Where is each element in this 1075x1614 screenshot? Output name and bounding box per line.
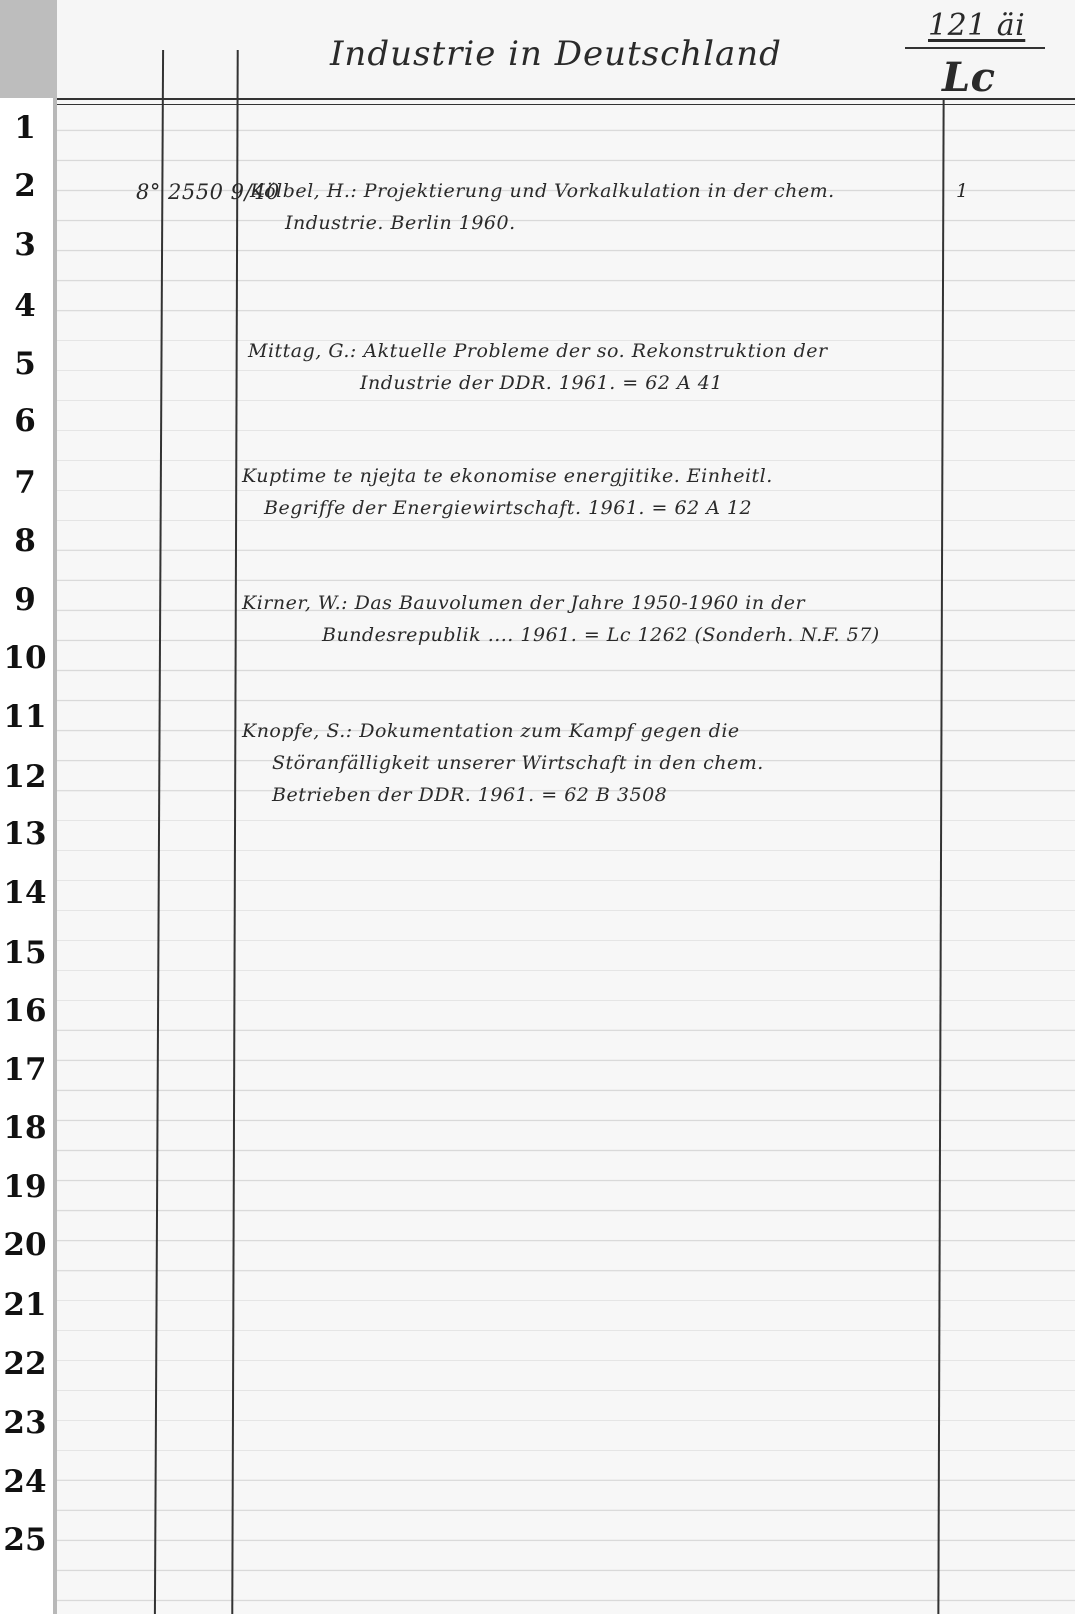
- call-number-top: 121 äi: [928, 8, 1026, 43]
- row-number: 20: [3, 1227, 47, 1263]
- row-number: 5: [14, 346, 36, 382]
- row-number: 23: [3, 1405, 47, 1441]
- row-number: 18: [3, 1110, 47, 1146]
- row-number: 6: [14, 403, 36, 439]
- row-number: 17: [3, 1052, 47, 1088]
- entry-line: Kirner, W.: Das Bauvolumen der Jahre 1950-1960 in der: [242, 592, 806, 614]
- row-number: 13: [3, 816, 47, 852]
- shelf-signature: 8° 2550 9/40: [136, 180, 280, 204]
- entry-line: Mittag, G.: Aktuelle Probleme der so. Rekonstruktion der: [248, 340, 828, 362]
- header-rule-thin: [57, 104, 1075, 105]
- row-number: 25: [3, 1522, 47, 1558]
- row-number: 1: [14, 110, 36, 146]
- row-number: 8: [14, 523, 36, 559]
- row-number: 21: [3, 1287, 47, 1323]
- call-number-bottom: Lc: [942, 54, 996, 101]
- row-number: 4: [14, 288, 36, 324]
- entry-line: Industrie der DDR. 1961. = 62 A 41: [360, 372, 723, 394]
- row-number-strip-header: [0, 0, 57, 98]
- entry-line: Bundesrepublik .... 1961. = Lc 1262 (Sonderh. N.F. 57): [322, 624, 880, 646]
- corner-code-divider: [905, 47, 1045, 49]
- row-number: 15: [3, 935, 47, 971]
- row-number: 12: [3, 759, 47, 795]
- row-number: 7: [14, 465, 36, 501]
- entry-line: Betrieben der DDR. 1961. = 62 B 3508: [272, 784, 668, 806]
- row-number: 10: [3, 640, 47, 676]
- lined-paper: [57, 0, 1075, 1614]
- entry-line: Störanfälligkeit unserer Wirtschaft in den chem.: [272, 752, 764, 774]
- card-title: Industrie in Deutschland: [330, 34, 782, 74]
- entry-count: 1: [956, 180, 969, 202]
- header-rule: [57, 98, 1075, 100]
- row-number: 19: [3, 1169, 47, 1205]
- row-number: 22: [3, 1346, 47, 1382]
- row-number: 24: [3, 1464, 47, 1500]
- row-number: 2: [14, 168, 36, 204]
- entry-line: Kuptime te njejta te ekonomise energjitike. Einheitl.: [242, 465, 773, 487]
- row-number: 11: [3, 699, 47, 735]
- row-number: 3: [14, 227, 36, 263]
- row-number: 9: [14, 582, 36, 618]
- row-number: 16: [3, 993, 47, 1029]
- entry-line: Industrie. Berlin 1960.: [285, 212, 516, 234]
- row-number: 14: [3, 875, 47, 911]
- entry-line: Begriffe der Energiewirtschaft. 1961. = 62 A 12: [264, 497, 753, 519]
- entry-line: Kölbel, H.: Projektierung und Vorkalkulation in der chem.: [250, 180, 835, 202]
- entry-line: Knopfe, S.: Dokumentation zum Kampf gegen die: [242, 720, 740, 742]
